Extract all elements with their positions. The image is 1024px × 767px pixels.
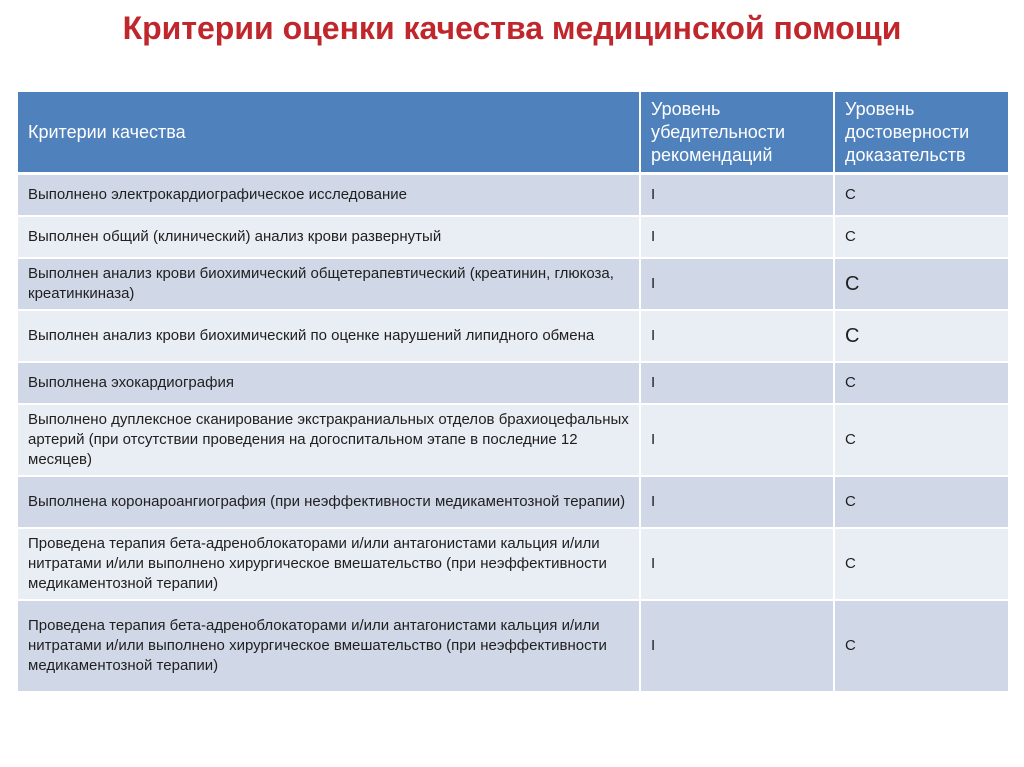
recommendation-cell: I [640, 258, 834, 310]
recommendation-cell: I [640, 528, 834, 600]
recommendation-cell: I [640, 476, 834, 528]
criterion-cell: Проведена терапия бета-адреноблокаторами и/или антагонистами кальция и/или нитратами и/или выполнено хирургическое вмешательство (при неэффективности медикаментозной терапии) [18, 600, 640, 692]
evidence-cell: C [834, 528, 1008, 600]
recommendation-cell: I [640, 310, 834, 362]
evidence-cell: C [834, 600, 1008, 692]
criterion-cell: Выполнен анализ крови биохимический по оценке нарушений липидного обмена [18, 310, 640, 362]
table-row [18, 404, 1008, 476]
table-row [18, 362, 1008, 404]
recommendation-cell: I [640, 404, 834, 476]
header-evidence-level: Уровень достоверности доказательств [834, 92, 1008, 174]
criterion-cell: Выполнен анализ крови биохимический общетерапевтический (креатинин, глюкоза, креатинкиназа) [18, 258, 640, 310]
evidence-cell: C [834, 404, 1008, 476]
table-row [18, 600, 1008, 692]
criterion-cell: Выполнено дуплексное сканирование экстракраниальных отделов брахиоцефальных артерий (при отсутствии проведения на догоспитальном этапе в последние 12 месяцев) [18, 404, 640, 476]
criterion-cell: Проведена терапия бета-адреноблокаторами и/или антагонистами кальция и/или нитратами и/или выполнено хирургическое вмешательство (при неэффективности медикаментозной терапии) [18, 528, 640, 600]
table-row [18, 216, 1008, 258]
criterion-cell: Выполнена эхокардиография [18, 362, 640, 404]
criteria-table [18, 92, 1008, 693]
table-header-row [18, 92, 1008, 174]
evidence-cell: C [834, 310, 1008, 362]
evidence-cell: C [834, 216, 1008, 258]
table-row [18, 258, 1008, 310]
recommendation-cell: I [640, 216, 834, 258]
recommendation-cell: I [640, 362, 834, 404]
header-criteria: Критерии качества [18, 92, 640, 174]
recommendation-cell: I [640, 600, 834, 692]
slide-title: Критерии оценки качества медицинской помощи [122, 10, 902, 46]
recommendation-cell: I [640, 174, 834, 216]
evidence-cell: C [834, 362, 1008, 404]
table-row [18, 476, 1008, 528]
table-row [18, 174, 1008, 216]
evidence-cell: C [834, 258, 1008, 310]
criterion-cell: Выполнена коронароангиография (при неэффективности медикаментозной терапии) [18, 476, 640, 528]
table-row [18, 528, 1008, 600]
criterion-cell: Выполнен общий (клинический) анализ крови развернутый [18, 216, 640, 258]
header-recommendation-level: Уровень убедительности рекомендаций [640, 92, 834, 174]
evidence-cell: C [834, 174, 1008, 216]
criterion-cell: Выполнено электрокардиографическое исследование [18, 174, 640, 216]
table-row [18, 310, 1008, 362]
evidence-cell: C [834, 476, 1008, 528]
